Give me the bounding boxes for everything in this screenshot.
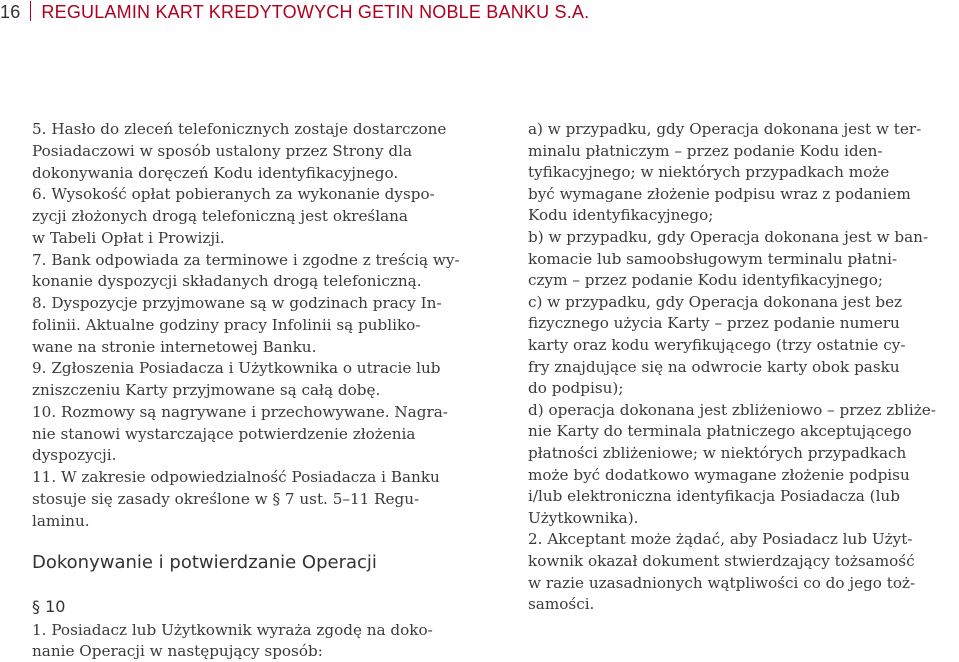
text-line: folinii. Aktualne godziny pracy Infolinii są publiko-	[32, 315, 421, 334]
text-line: karty oraz kodu weryfikującego (trzy ostatnie cy-	[528, 336, 906, 354]
text-line: 7. Bank odpowiada za terminowe i zgodne z treścią wy-	[32, 250, 460, 269]
text-line: nanie Operacji w następujący sposób:	[32, 642, 323, 660]
text-line: tyfikacyjnego; w niektórych przypadkach może	[528, 163, 890, 182]
text-line: Kodu identyfikacyjnego;	[528, 206, 714, 225]
text-line: i/lub elektroniczna identyfikacja Posiadacza (lub	[528, 487, 900, 506]
text-line: może być dodatkowo wymagane złożenie podpisu	[528, 465, 910, 484]
text-line: dokonywania doręczeń Kodu identyfikacyjnego.	[32, 163, 399, 182]
text-line: zycji złożonych drogą telefoniczną jest określana	[32, 207, 408, 225]
text-line: 9. Zgłoszenia Posiadacza i Użytkownika o utracie lub	[32, 359, 441, 378]
text-line: fizycznego użycia Karty – przez podanie numeru	[528, 314, 900, 333]
document-title: REGULAMIN KART KREDYTOWYCH GETIN NOBLE BANKU S.A.	[41, 2, 590, 22]
text-line: być wymagane złożenie podpisu wraz z podaniem	[528, 184, 911, 203]
text-line: w Tabeli Opłat i Prowizji.	[32, 228, 225, 247]
text-line: Posiadaczowi w sposób ustalony przez Strony dla	[32, 141, 412, 160]
text-line: 1. Posiadacz lub Użytkownik wyraża zgodę na doko-	[32, 621, 433, 639]
text-line: 5. Hasło do zleceń telefonicznych zostaje dostarczone	[32, 120, 447, 138]
text-line: samości.	[528, 595, 595, 614]
text-line: zniszczeniu Karty przyjmowane są całą dobę.	[32, 381, 381, 399]
text-line: 8. Dyspozycje przyjmowane są w godzinach pracy In-	[32, 294, 442, 312]
text-line: w razie uzasadnionych wątpliwości co do jego toż-	[528, 573, 916, 592]
text-line: b) w przypadku, gdy Operacja dokonana jest w ban-	[528, 228, 929, 246]
text-line: 6. Wysokość opłat pobieranych za wykonanie dyspo-	[32, 185, 435, 204]
section-heading: Dokonywanie i potwierdzanie Operacji	[32, 552, 377, 573]
page-number: 16	[0, 2, 21, 22]
text-line: kownik okazał dokument stwierdzający tożsamość	[528, 552, 915, 570]
header-divider	[30, 1, 31, 21]
paragraph-number: § 10	[32, 597, 66, 616]
text-line: fry znajdujące się na odwrocie karty obok pasku	[528, 357, 900, 376]
page-header	[0, 1, 589, 25]
text-line: 10. Rozmowy są nagrywane i przechowywane. Nagra-	[32, 402, 448, 421]
text-line: dyspozycji.	[32, 446, 117, 465]
text-line: 2. Akceptant może żądać, aby Posiadacz lub Użyt-	[528, 530, 913, 549]
text-line: minalu płatniczym – przez podanie Kodu iden-	[528, 141, 883, 160]
text-line: wane na stronie internetowej Banku.	[32, 337, 317, 356]
text-line: komacie lub samoobsługowym terminalu płatni-	[528, 249, 898, 268]
text-line: nie Karty do terminala płatniczego akceptującego	[528, 422, 912, 441]
text-line: laminu.	[32, 511, 90, 530]
text-line: 11. W zakresie odpowiedzialność Posiadacza i Banku	[32, 468, 440, 486]
text-line: Użytkownika).	[528, 508, 639, 527]
text-line: czym – przez podanie Kodu identyfikacyjnego;	[528, 271, 884, 290]
text-line: do podpisu);	[528, 379, 624, 398]
text-line: płatności zbliżeniowe; w niektórych przypadkach	[528, 444, 907, 462]
text-line: c) w przypadku, gdy Operacja dokonana jest bez	[528, 292, 903, 311]
text-line: d) operacja dokonana jest zbliżeniowo – przez zbliże-	[528, 400, 936, 419]
text-line: a) w przypadku, gdy Operacja dokonana jest w ter-	[528, 120, 922, 138]
text-line: stosuje się zasady określone w § 7 ust. 5–11 Regu-	[32, 489, 420, 508]
text-line: nie stanowi wystarczające potwierdzenie złożenia	[32, 424, 416, 443]
text-line: konanie dyspozycji składanych drogą telefoniczną.	[32, 272, 422, 291]
